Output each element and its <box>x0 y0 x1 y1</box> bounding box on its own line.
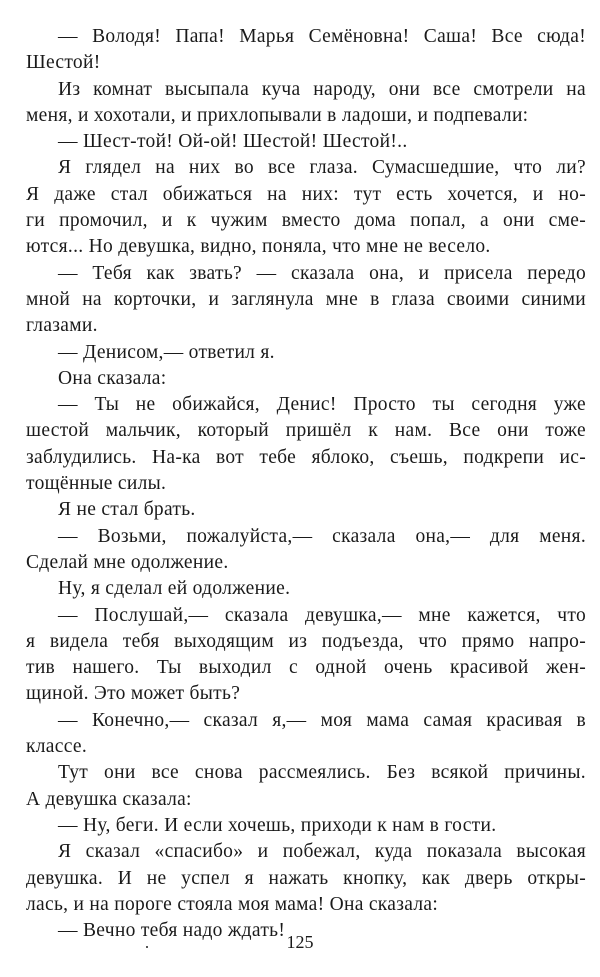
text-line: глазами. <box>26 315 98 337</box>
text-line: — Денисом,— ответил я. <box>58 341 275 363</box>
text-line: Из комнат высыпала куча народу, они все смотрели на <box>58 78 586 100</box>
text-line: — Шест-той! Ой-ой! Шестой! Шестой!.. <box>58 131 408 153</box>
text-line: заблудились. На-ка вот тебе яблоко, съешь, подкрепи ис- <box>26 446 586 468</box>
text-line: А девушка сказала: <box>26 788 192 810</box>
text-line: — Володя! Папа! Марья Семёновна! Саша! Все сюда! <box>58 26 586 47</box>
text-line: — Конечно,— сказал я,— моя мама самая красивая в <box>58 709 586 731</box>
text-line: лась, и на пороге стояла моя мама! Она сказала: <box>26 893 439 915</box>
text-line: Сделай мне одолжение. <box>26 551 229 573</box>
text-line: шестой мальчик, который пришёл к нам. Все они тоже <box>26 420 586 442</box>
page-number: 125 <box>286 932 314 952</box>
text-line: — Тебя как звать? — сказала она, и присела передо <box>58 262 586 284</box>
text-line: Ну, я сделал ей одолжение. <box>58 578 291 600</box>
page-body <box>26 24 586 944</box>
text-line: — Ну, беги. И если хочешь, приходи к нам в гости. <box>58 814 497 836</box>
text-line: — Возьми, пожалуйста,— сказала она,— для меня. <box>58 525 586 547</box>
text-line: Тут они все снова рассмеялись. Без всякой причины. <box>58 762 586 784</box>
text-line: Она сказала: <box>58 367 167 389</box>
text-line: я видела тебя выходящим из подъезда, что прямо напро- <box>26 630 586 652</box>
text-line: Я сказал «спасибо» и побежал, куда показала высокая <box>58 841 586 863</box>
text-line: — Вечно тебя надо ждать! <box>58 920 286 942</box>
text-line: Я глядел на них во все глаза. Сумасшедшие, что ли? <box>58 157 586 179</box>
text-line: тощённые силы. <box>26 473 167 495</box>
text-line: тив нашего. Ты выходил с одной очень красивой жен- <box>26 657 586 679</box>
text-line: Шестой! <box>26 52 101 74</box>
text-line: меня, и хохотали, и прихлопывали в ладоши, и подпевали: <box>26 104 529 126</box>
text-line: Я не стал брать. <box>58 499 196 521</box>
text-line: — Ты не обижайся, Денис! Просто ты сегодня уже <box>58 394 586 416</box>
text-line: щиной. Это может быть? <box>26 683 241 705</box>
text-line: классе. <box>26 736 88 758</box>
text-line: Я даже стал обижаться на них: тут есть хочется, и но- <box>26 183 586 205</box>
text-line: мной на корточки, и заглянула мне в глаза своими синими <box>26 288 586 310</box>
text-line: ги промочил, и к чужим вместо дома попал, а они сме- <box>26 210 586 232</box>
text-line: девушка. И не успел я нажать кнопку, как дверь откры- <box>26 867 586 889</box>
text-line: — Послушай,— сказала девушка,— мне кажется, что <box>58 604 586 626</box>
text-line: ются... Но девушка, видно, поняла, что мне не весело. <box>26 236 491 258</box>
